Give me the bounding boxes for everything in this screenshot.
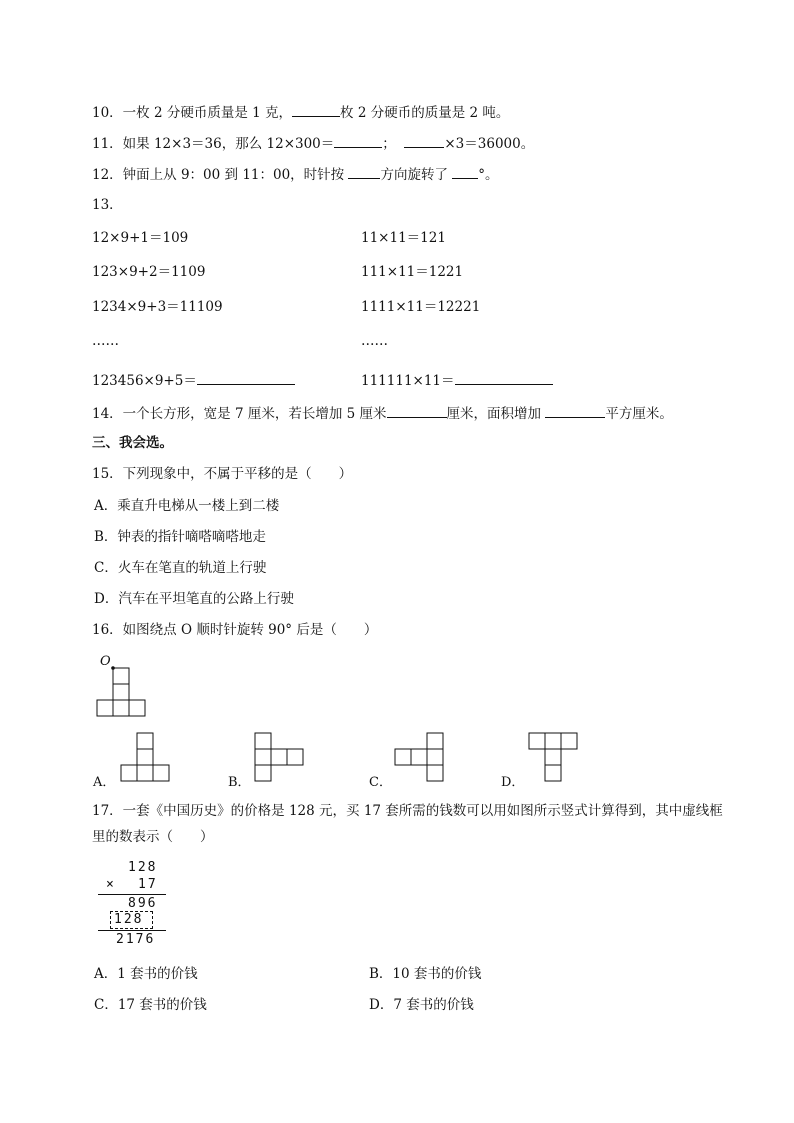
q13-left-3: 1234×9+3＝11109 <box>92 299 223 315</box>
q15-option-a[interactable]: A．乘直升电梯从一楼上到二楼 <box>94 498 280 514</box>
question-12 <box>92 164 499 184</box>
calc-rule-1 <box>98 894 166 895</box>
q13-number: 13． <box>92 197 123 213</box>
q13-right-3: 1111×11＝12221 <box>361 299 481 315</box>
q11-answer-blank-1[interactable] <box>334 133 382 148</box>
q16-stem: 16．如图绕点 O 顺时针旋转 90° 后是（ ） <box>92 622 378 638</box>
q14-text-post: 平方厘米。 <box>605 406 673 422</box>
q16-option-d-label[interactable]: D． <box>501 775 525 790</box>
q14-answer-blank-1[interactable] <box>387 403 447 418</box>
q16-option-c-figure[interactable] <box>394 732 444 782</box>
q17-option-b[interactable]: B．10 套书的价钱 <box>369 966 482 982</box>
q13-right-2: 111×11＝1221 <box>361 264 464 280</box>
q15-option-b[interactable]: B．钟表的指针嘀嗒嘀嗒地走 <box>94 529 266 545</box>
q15-stem: 15．下列现象中，不属于平移的是（ ） <box>92 466 353 482</box>
q13-left-4: …… <box>92 333 119 349</box>
q16-option-b-label[interactable]: B． <box>228 775 251 790</box>
calc-result: 2176 <box>116 932 156 947</box>
q11-text-post: ×3＝36000。 <box>444 136 535 152</box>
q14-text-pre: 14．一个长方形，宽是 7 厘米，若长增加 5 厘米 <box>92 406 387 422</box>
q16-option-a-label[interactable]: A． <box>93 775 116 790</box>
q17-option-d[interactable]: D．7 套书的价钱 <box>369 997 474 1013</box>
q16-option-b-figure[interactable] <box>254 732 304 782</box>
q11-text-pre: 11．如果 12×3＝36，那么 12×300＝ <box>92 136 335 152</box>
section-heading-3: 三、我会选。 <box>92 435 173 451</box>
q11-answer-blank-2[interactable] <box>404 133 444 148</box>
q12-text-mid: 方向旋转了 <box>380 167 453 183</box>
q10-text-post: 枚 2 分硬币的质量是 2 吨。 <box>340 105 510 121</box>
q12-answer-blank-2[interactable] <box>452 164 478 179</box>
calc-dashed-box <box>110 911 153 929</box>
calc-multiplicand: 128 <box>128 860 158 875</box>
q13-right-1: 11×11＝121 <box>361 230 446 246</box>
q13-right-5-text: 111111×11＝ <box>361 373 455 389</box>
calc-multiply-sign: × <box>106 877 116 892</box>
rotation-point-label: O <box>100 654 111 669</box>
q12-text-post: °。 <box>478 167 499 183</box>
q13-right-answer-blank[interactable] <box>455 370 553 385</box>
q12-text-pre: 12．钟面上从 9：00 到 11：00，时针按 <box>92 167 349 183</box>
q13-left-2: 123×9+2＝1109 <box>92 264 206 280</box>
q13-left-answer-blank[interactable] <box>197 370 295 385</box>
q12-answer-blank-1[interactable] <box>348 164 380 179</box>
q13-right-4: …… <box>361 333 388 349</box>
q17-option-a[interactable]: A．1 套书的价钱 <box>94 966 198 982</box>
q16-option-d-figure[interactable] <box>528 732 578 782</box>
q17-stem-line-1: 17．一套《中国历史》的价格是 128 元，买 17 套所需的钱数可以用如图所示竖式计算得到，其中虚线框 <box>92 803 723 819</box>
q13-right-5 <box>361 370 553 390</box>
q10-answer-blank[interactable] <box>292 102 340 117</box>
q10-text-pre: 10．一枚 2 分硬币质量是 1 克， <box>92 105 293 121</box>
calc-rule-2 <box>98 930 166 931</box>
question-14 <box>92 403 673 423</box>
q15-option-d[interactable]: D．汽车在平坦笔直的公路上行驶 <box>94 591 294 607</box>
q16-option-a-figure[interactable] <box>120 732 170 782</box>
q14-answer-blank-2[interactable] <box>545 403 605 418</box>
q17-option-c[interactable]: C．17 套书的价钱 <box>94 997 207 1013</box>
calc-partial-product-2: 128 <box>114 912 144 927</box>
q13-left-1: 12×9+1＝109 <box>92 230 189 246</box>
q15-option-c[interactable]: C．火车在笔直的轨道上行驶 <box>94 560 267 576</box>
q14-text-mid: 厘米，面积增加 <box>446 406 546 422</box>
q11-text-mid: ； <box>382 136 396 152</box>
q16-option-c-label[interactable]: C． <box>369 775 392 790</box>
question-10 <box>92 102 509 122</box>
calc-partial-product-1: 896 <box>128 896 158 911</box>
q13-left-5-text: 123456×9+5＝ <box>92 373 197 389</box>
question-11 <box>92 133 534 153</box>
q16-original-figure <box>96 664 148 718</box>
q13-left-5 <box>92 370 295 390</box>
calc-multiplier: 17 <box>138 877 158 892</box>
q17-stem-line-2: 里的数表示（ ） <box>92 829 214 845</box>
